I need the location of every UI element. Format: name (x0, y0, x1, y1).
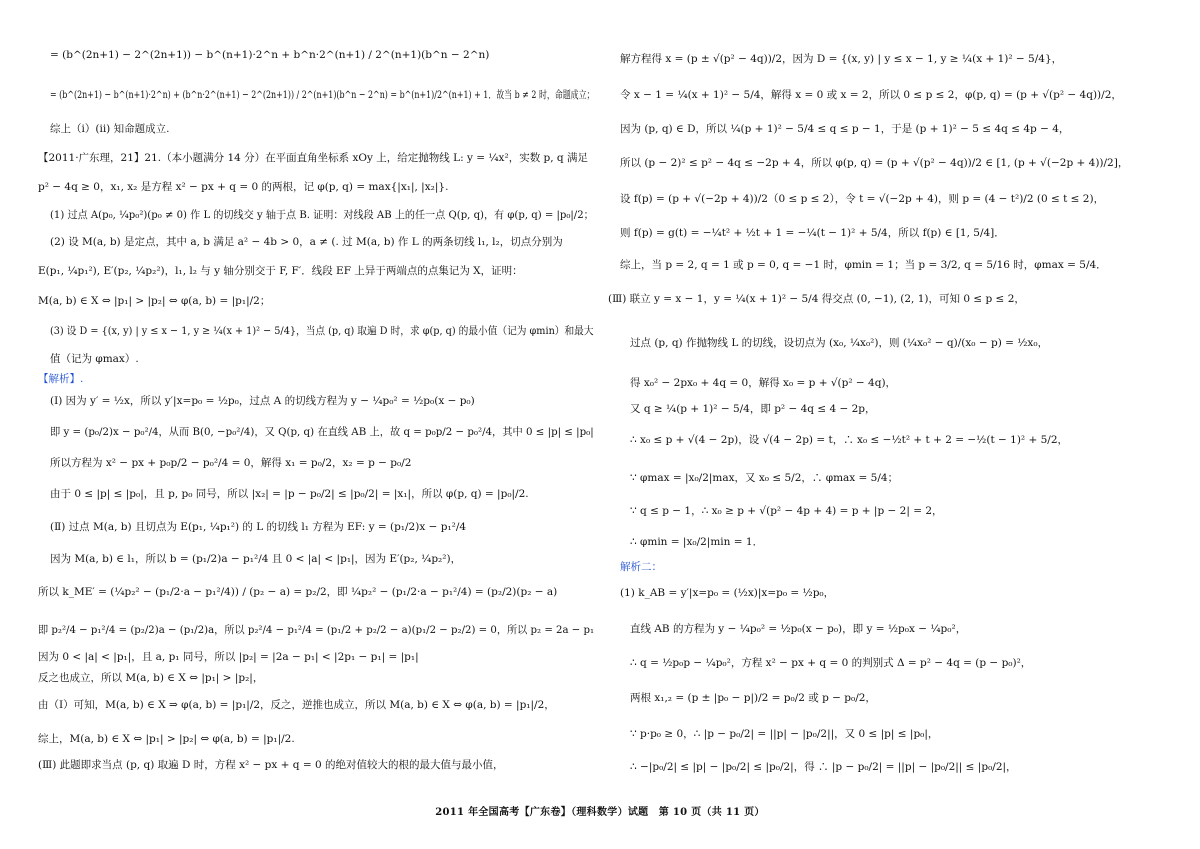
right-text-line: (Ⅲ) 联立 y = x − 1，y = ¼(x + 1)² − 5/4 得交点 (0, −1), (2, 1)，可知 0 ≤ p ≤ 2， (608, 293, 1025, 305)
right-text-line: ∴ q = ½p₀p − ¼p₀²，方程 x² − px + q = 0 的判别式 Δ = p² − 4q = (p − p₀)²， (630, 657, 1032, 669)
left-text-line: 由于 0 ≤ |p| ≤ |p₀|，且 p, p₀ 同号，所以 |x₂| = |p − p₀/2| ≤ |p₀/2| = |x₁|，所以 φ(p, q) = |p₀|/2. (50, 488, 529, 500)
left-text-line: 所以方程为 x² − px + p₀p/2 − p₀²/4 = 0，解得 x₁ = p₀/2，x₂ = p − p₀/2 (50, 457, 412, 469)
left-text-line: (Ⅰ) 因为 y′ = ½x，所以 y′|x=p₀ = ½p₀，过点 A 的切线方程为 y − ¼p₀² = ½p₀(x − p₀) (50, 395, 475, 407)
right-text-line: 直线 AB 的方程为 y − ¼p₀² = ½p₀(x − p₀)，即 y = ½p₀x − ¼p₀²， (630, 623, 967, 635)
left-text-line: 即 y = (p₀/2)x − p₀²/4，从而 B(0, −p₀²/4)，又 Q(p, q) 在直线 AB 上，故 q = p₀p/2 − p₀²/4，其中 0 ≤ |p| ≤ |p₀| (50, 426, 594, 438)
left-text-line: 【解析】. (38, 373, 84, 385)
right-text-line: 设 f(p) = (p + √(−2p + 4))/2（0 ≤ p ≤ 2），令 t = √(−2p + 4)，则 p = (4 − t²)/2 (0 ≤ t ≤ 2)， (620, 193, 1105, 205)
left-text-line: 综上（i）(ii) 知命题成立. (50, 123, 170, 135)
right-text-line: 又 q ≥ ¼(p + 1)² − 5/4，即 p² − 4q ≤ 4 − 2p， (630, 403, 876, 415)
left-text-line: = (b^(2n+1) − b^(n+1)·2^n) + (b^n·2^(n+1) − 2^(2n+1)) / 2^(n+1)(b^n − 2^n) = b^(n+1)/2^(n+1) + 1．故当 b ≠ 2 时，命题成立； (50, 89, 595, 101)
left-text-line: (Ⅲ) 此题即求当点 (p, q) 取遍 D 时，方程 x² − px + q = 0 的绝对值较大的根的最大值与最小值， (38, 759, 504, 771)
right-text-line: 综上，当 p = 2, q = 1 或 p = 0, q = −1 时，φmin = 1；当 p = 3/2, q = 5/16 时，φmax = 5/4． (620, 259, 1107, 271)
right-text-line: ∵ φmax = |x₀/2|max，又 x₀ ≤ 5/2，∴ φmax = 5/4； (630, 472, 899, 484)
left-text-line: 所以 k_ME′ = (¼p₂² − (p₁/2·a − p₁²/4)) / (p₂ − a) = p₂/2，即 ¼p₂² − (p₁/2·a − p₁²/4) = (p₂/2)(p₂ − a) (38, 586, 558, 598)
right-text-line: ∴ φmin = |x₀/2|min = 1． (630, 536, 764, 548)
right-text-line: 因为 (p, q) ∈ D，所以 ¼(p + 1)² − 5/4 ≤ q ≤ p − 1，于是 (p + 1)² − 5 ≤ 4q ≤ 4p − 4， (620, 123, 1070, 135)
right-text-line: (1) k_AB = y′|x=p₀ = (½x)|x=p₀ = ½p₀， (620, 587, 835, 599)
left-text-line: (Ⅱ) 过点 M(a, b) 且切点为 E(p₁, ¼p₁²) 的 L 的切线 l₁ 方程为 EF: y = (p₁/2)x − p₁²/4 (50, 521, 467, 533)
left-text-line: 值（记为 φmax）. (50, 353, 139, 365)
left-text-line: 因为 M(a, b) ∈ l₁，所以 b = (p₁/2)a − p₁²/4 且 0 < |a| < |p₁|，因为 E′(p₂, ¼p₂²)， (50, 553, 462, 565)
left-text-line: 即 p₂²/4 − p₁²/4 = (p₂/2)a − (p₁/2)a，所以 p₂²/4 − p₁²/4 = (p₁/2 + p₂/2 − a)(p₁/2 − p₂/2) = 0，所以 p₂ = 2a − p₁ (38, 624, 595, 636)
right-text-line: 解析二： (620, 561, 662, 573)
left-text-line: (1) 过点 A(p₀, ¼p₀²)(p₀ ≠ 0) 作 L 的切线交 y 轴于点 B. 证明：对线段 AB 上的任一点 Q(p, q)，有 φ(p, q) = |p₀|/2； (50, 209, 594, 221)
left-text-line: 因为 0 < |a| < |p₁|，且 a, p₁ 同号，所以 |p₂| = |2a − p₁| < |2p₁ − p₁| = |p₁| (38, 651, 419, 663)
right-text-line: ∴ −|p₀/2| ≤ |p| − |p₀/2| ≤ |p₀/2|，得 ∴ |p − p₀/2| = ||p| − |p₀/2|| ≤ |p₀/2|， (630, 761, 1017, 773)
right-text-line: 两根 x₁,₂ = (p ± |p₀ − p|)/2 = p₀/2 或 p − p₀/2， (630, 692, 876, 704)
right-text-line: 得 x₀² − 2px₀ + 4q = 0，解得 x₀ = p + √(p² − 4q)， (630, 377, 897, 389)
right-text-line: 过点 (p, q) 作抛物线 L 的切线，设切点为 (x₀, ¼x₀²)，则 (¼x₀² − q)/(x₀ − p) = ½x₀， (630, 337, 1049, 349)
right-text-line: 令 x − 1 = ¼(x + 1)² − 5/4，解得 x = 0 或 x = 2，所以 0 ≤ p ≤ 2，φ(p, q) = (p + √(p² − 4q))/2， (620, 89, 1122, 101)
left-text-line: 【2011·广东理，21】21.（本小题满分 14 分）在平面直角坐标系 xOy 上，给定抛物线 L: y = ¼x²，实数 p, q 满足 (38, 152, 588, 164)
right-text-line: 则 f(p) = g(t) = −¼t² + ½t + 1 = −¼(t − 1)² + 5/4，所以 f(p) ∈ [1, 5/4]． (620, 227, 1005, 239)
right-text-line: ∴ x₀ ≤ p + √(4 − 2p)，设 √(4 − 2p) = t，∴ x₀ ≤ −½t² + t + 2 = −½(t − 1)² + 5/2， (630, 434, 1069, 446)
left-text-line: (2) 设 M(a, b) 是定点，其中 a, b 满足 a² − 4b > 0，a ≠ (. 过 M(a, b) 作 L 的两条切线 l₁, l₂，切点分别为 (50, 236, 563, 248)
left-text-line: (3) 设 D = {(x, y) | y ≤ x − 1, y ≥ ¼(x + 1)² − 5/4}，当点 (p, q) 取遍 D 时，求 φ(p, q) 的最小值（记为 φmin）和最大 (50, 325, 594, 337)
left-text-line: 由（Ⅰ）可知，M(a, b) ∈ X ⇒ φ(a, b) = |p₁|/2，反之，逆推也成立，所以 M(a, b) ∈ X ⇔ φ(a, b) = |p₁|/2， (38, 699, 555, 711)
right-text-line: 解方程得 x = (p ± √(p² − 4q))/2，因为 D = {(x, y) | y ≤ x − 1, y ≥ ¼(x + 1)² − 5/4}， (620, 53, 1063, 65)
left-text-line: 反之也成立，所以 M(a, b) ∈ X ⇔ |p₁| > |p₂|， (38, 672, 264, 684)
page-footer: 2011 年全国高考【广东卷】（理科数学）试题 第 10 页（共 11 页） (435, 807, 765, 818)
left-text-line: 综上，M(a, b) ∈ X ⇔ |p₁| > |p₂| ⇔ φ(a, b) = |p₁|/2. (38, 733, 295, 745)
right-text-line: 所以 (p − 2)² ≤ p² − 4q ≤ −2p + 4，所以 φ(p, q) = (p + √(p² − 4q))/2 ∈ [1, (p + √(−2p + 4))/2]， (620, 157, 1129, 169)
right-text-line: ∵ p·p₀ ≥ 0，∴ |p − p₀/2| = ||p| − |p₀/2||，又 0 ≤ |p| ≤ |p₀|， (630, 728, 939, 740)
left-text-line: M(a, b) ∈ X ⇔ |p₁| > |p₂| ⇔ φ(a, b) = |p₁|/2； (38, 295, 271, 307)
right-text-line: ∵ q ≤ p − 1，∴ x₀ ≥ p + √(p² − 4p + 4) = p + |p − 2| = 2， (630, 505, 943, 517)
left-text-line: = (b^(2n+1) − 2^(2n+1)) − b^(n+1)·2^n + b^n·2^(n+1) / 2^(n+1)(b^n − 2^n) (50, 49, 490, 61)
left-text-line: p² − 4q ≥ 0，x₁, x₂ 是方程 x² − px + q = 0 的两根，记 φ(p, q) = max{|x₁|, |x₂|}. (38, 181, 449, 193)
left-text-line: E(p₁, ¼p₁²), E′(p₂, ¼p₂²)，l₁, l₂ 与 y 轴分别交于 F, F′．线段 EF 上异于两端点的点集记为 X，证明： (38, 265, 523, 277)
